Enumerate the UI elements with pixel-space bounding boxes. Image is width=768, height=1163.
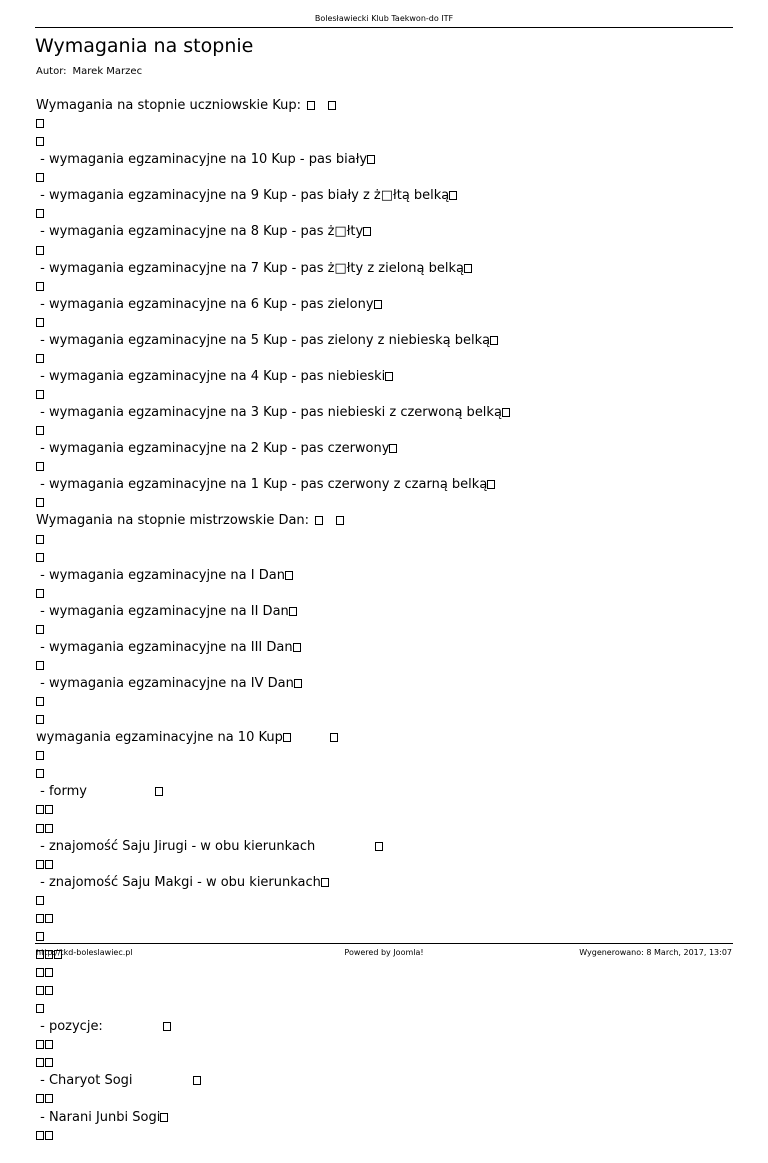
content-line-text: - wymagania egzaminacyjne na 9 Kup - pas biały z ż□łtą belką — [36, 188, 450, 204]
missing-glyph-box-icon — [45, 1131, 53, 1140]
missing-glyph-box-icon — [36, 137, 44, 146]
missing-glyph-box-icon — [36, 1058, 44, 1067]
content-line — [36, 404, 736, 422]
content-line — [36, 1127, 736, 1145]
content-line — [36, 242, 736, 260]
missing-glyph-box-icon — [36, 589, 44, 598]
content-line — [36, 1090, 736, 1108]
content-line — [36, 133, 736, 151]
missing-glyph-box-icon — [36, 462, 44, 471]
missing-glyph-box-icon — [328, 101, 336, 110]
missing-glyph-box-icon — [36, 914, 44, 923]
content-line — [36, 892, 736, 910]
missing-glyph-box-icon — [293, 643, 301, 652]
content-line — [36, 205, 736, 223]
missing-glyph-box-icon — [283, 733, 291, 742]
content-line-text: - Narani Junbi Sogi — [36, 1109, 161, 1125]
missing-glyph-box-icon — [385, 372, 393, 381]
content-line — [36, 910, 736, 928]
content-line — [36, 621, 736, 639]
content-line — [36, 820, 736, 838]
missing-glyph-box-icon — [36, 860, 44, 869]
footer-url: http://tkd-boleslawiec.pl — [36, 948, 133, 957]
missing-glyph-box-icon — [45, 805, 53, 814]
missing-glyph-box-icon — [36, 426, 44, 435]
header-divider — [35, 27, 733, 28]
content-line — [36, 639, 736, 657]
footer-generated-date: Wygenerowano: 8 March, 2017, 13:07 — [579, 948, 732, 957]
content-line — [36, 693, 736, 711]
missing-glyph-box-icon — [330, 733, 338, 742]
content-line — [36, 350, 736, 368]
content-line — [36, 458, 736, 476]
missing-glyph-box-icon — [36, 896, 44, 905]
missing-glyph-box-icon — [36, 1004, 44, 1013]
footer-powered-by: Powered by Joomla! — [344, 948, 424, 957]
content-line — [36, 97, 736, 115]
content-line — [36, 169, 736, 187]
missing-glyph-box-icon — [36, 282, 44, 291]
content-line-text: - znajomość Saju Makgi - w obu kierunkach — [36, 874, 321, 890]
content-line-text: - formy — [36, 784, 87, 800]
missing-glyph-box-icon — [36, 932, 44, 941]
content-line-text: - wymagania egzaminacyjne na 4 Kup - pas niebieski — [36, 368, 386, 384]
content-line — [36, 314, 736, 332]
content-line — [36, 278, 736, 296]
missing-glyph-box-icon — [285, 571, 293, 580]
content-line — [36, 476, 736, 494]
missing-glyph-box-icon — [36, 751, 44, 760]
content-line — [36, 1054, 736, 1072]
missing-glyph-box-icon — [321, 878, 329, 887]
content-line — [36, 765, 736, 783]
author-line — [36, 66, 142, 77]
missing-glyph-box-icon — [45, 1040, 53, 1049]
missing-glyph-box-icon — [389, 444, 397, 453]
content-line — [36, 657, 736, 675]
content-line — [36, 1018, 736, 1036]
missing-glyph-box-icon — [36, 553, 44, 562]
content-line — [36, 151, 736, 169]
content-line-text: - pozycje: — [36, 1019, 103, 1035]
content-line-text: - znajomość Saju Jirugi - w obu kierunkach — [36, 838, 316, 854]
missing-glyph-box-icon — [36, 498, 44, 507]
content-line-text: - wymagania egzaminacyjne na 6 Kup - pas zielony — [36, 296, 374, 312]
content-line — [36, 1145, 736, 1163]
missing-glyph-box-icon — [45, 1094, 53, 1103]
content-line — [36, 187, 736, 205]
missing-glyph-box-icon — [36, 209, 44, 218]
content-line — [36, 567, 736, 585]
missing-glyph-box-icon — [294, 679, 302, 688]
missing-glyph-box-icon — [490, 336, 498, 345]
missing-glyph-box-icon — [315, 516, 323, 525]
content-line — [36, 856, 736, 874]
missing-glyph-box-icon — [36, 805, 44, 814]
missing-glyph-box-icon — [367, 155, 375, 164]
content-line — [36, 440, 736, 458]
content-line-text: - wymagania egzaminacyjne na 3 Kup - pas niebieski z czerwoną belką — [36, 405, 502, 421]
missing-glyph-box-icon — [36, 661, 44, 670]
content-line-text: - wymagania egzaminacyjne na 5 Kup - pas zielony z niebieską belką — [36, 332, 491, 348]
missing-glyph-box-icon — [307, 101, 315, 110]
missing-glyph-box-icon — [36, 968, 44, 977]
content-line — [36, 422, 736, 440]
missing-glyph-box-icon — [45, 860, 53, 869]
missing-glyph-box-icon — [502, 408, 510, 417]
content-line-text: - Charyot Sogi — [36, 1073, 133, 1089]
missing-glyph-box-icon — [375, 842, 383, 851]
content-line — [36, 964, 736, 982]
content-line — [36, 549, 736, 567]
content-line-text: Wymagania na stopnie uczniowskie Kup: — [36, 98, 301, 113]
content-line-text: - wymagania egzaminacyjne na 10 Kup - pas biały — [36, 152, 368, 168]
content-line-text: - wymagania egzaminacyjne na 8 Kup - pas ż□łty — [36, 224, 364, 240]
missing-glyph-box-icon — [36, 354, 44, 363]
site-header-title: Bolesławiecki Klub Taekwon-do ITF — [314, 14, 454, 23]
content-line — [36, 260, 736, 278]
content-line-text: - wymagania egzaminacyjne na II Dan — [36, 603, 289, 619]
missing-glyph-box-icon — [374, 300, 382, 309]
content-line-text: - wymagania egzaminacyjne na 1 Kup - pas czerwony z czarną belką — [36, 477, 488, 493]
content-line-text: - wymagania egzaminacyjne na 7 Kup - pas ż□łty z zieloną belką — [36, 260, 464, 276]
content-line — [36, 332, 736, 350]
content-line — [36, 838, 736, 856]
missing-glyph-box-icon — [36, 824, 44, 833]
author-name: Marek Marzec — [72, 66, 143, 77]
missing-glyph-box-icon — [36, 1040, 44, 1049]
content-line — [36, 1109, 736, 1127]
missing-glyph-box-icon — [155, 787, 163, 796]
page-title: Wymagania na stopnie — [35, 35, 254, 57]
content-line-text: - wymagania egzaminacyjne na 2 Kup - pas czerwony — [36, 441, 390, 457]
missing-glyph-box-icon — [36, 535, 44, 544]
content-line-text: - wymagania egzaminacyjne na III Dan — [36, 639, 293, 655]
content-line — [36, 675, 736, 693]
content-line-text: - wymagania egzaminacyjne na I Dan — [36, 567, 285, 583]
article-body — [36, 97, 736, 1163]
author-label: Autor: — [36, 66, 67, 77]
missing-glyph-box-icon — [36, 318, 44, 327]
content-line-text: wymagania egzaminacyjne na 10 Kup — [36, 730, 283, 746]
missing-glyph-box-icon — [487, 480, 495, 489]
missing-glyph-box-icon — [45, 914, 53, 923]
content-line — [36, 368, 736, 386]
content-line — [36, 512, 736, 530]
missing-glyph-box-icon — [36, 769, 44, 778]
content-line — [36, 783, 736, 801]
missing-glyph-box-icon — [193, 1076, 201, 1085]
missing-glyph-box-icon — [45, 1058, 53, 1067]
missing-glyph-box-icon — [36, 697, 44, 706]
missing-glyph-box-icon — [36, 119, 44, 128]
content-line — [36, 801, 736, 819]
missing-glyph-box-icon — [36, 715, 44, 724]
content-line — [36, 729, 736, 747]
missing-glyph-box-icon — [36, 625, 44, 634]
content-line — [36, 296, 736, 314]
content-line — [36, 874, 736, 892]
content-line — [36, 603, 736, 621]
footer-divider — [35, 943, 733, 944]
content-line — [36, 585, 736, 603]
missing-glyph-box-icon — [36, 1094, 44, 1103]
missing-glyph-box-icon — [36, 246, 44, 255]
missing-glyph-box-icon — [363, 227, 371, 236]
missing-glyph-box-icon — [449, 191, 457, 200]
missing-glyph-box-icon — [36, 1131, 44, 1140]
missing-glyph-box-icon — [36, 390, 44, 399]
content-line — [36, 223, 736, 241]
content-line — [36, 386, 736, 404]
missing-glyph-box-icon — [45, 824, 53, 833]
content-line — [36, 531, 736, 549]
missing-glyph-box-icon — [289, 607, 297, 616]
content-line — [36, 115, 736, 133]
missing-glyph-box-icon — [36, 173, 44, 182]
missing-glyph-box-icon — [45, 968, 53, 977]
missing-glyph-box-icon — [464, 264, 472, 273]
missing-glyph-box-icon — [336, 516, 344, 525]
content-line — [36, 494, 736, 512]
content-line — [36, 711, 736, 729]
content-line-text: - wymagania egzaminacyjne na IV Dan — [36, 676, 294, 691]
missing-glyph-box-icon — [160, 1113, 168, 1122]
content-line — [36, 1072, 736, 1090]
content-line — [36, 747, 736, 765]
missing-glyph-box-icon — [163, 1022, 171, 1031]
content-line-text: Wymagania na stopnie mistrzowskie Dan: — [36, 513, 310, 529]
content-line — [36, 982, 736, 1000]
content-line — [36, 1000, 736, 1018]
content-line — [36, 1036, 736, 1054]
